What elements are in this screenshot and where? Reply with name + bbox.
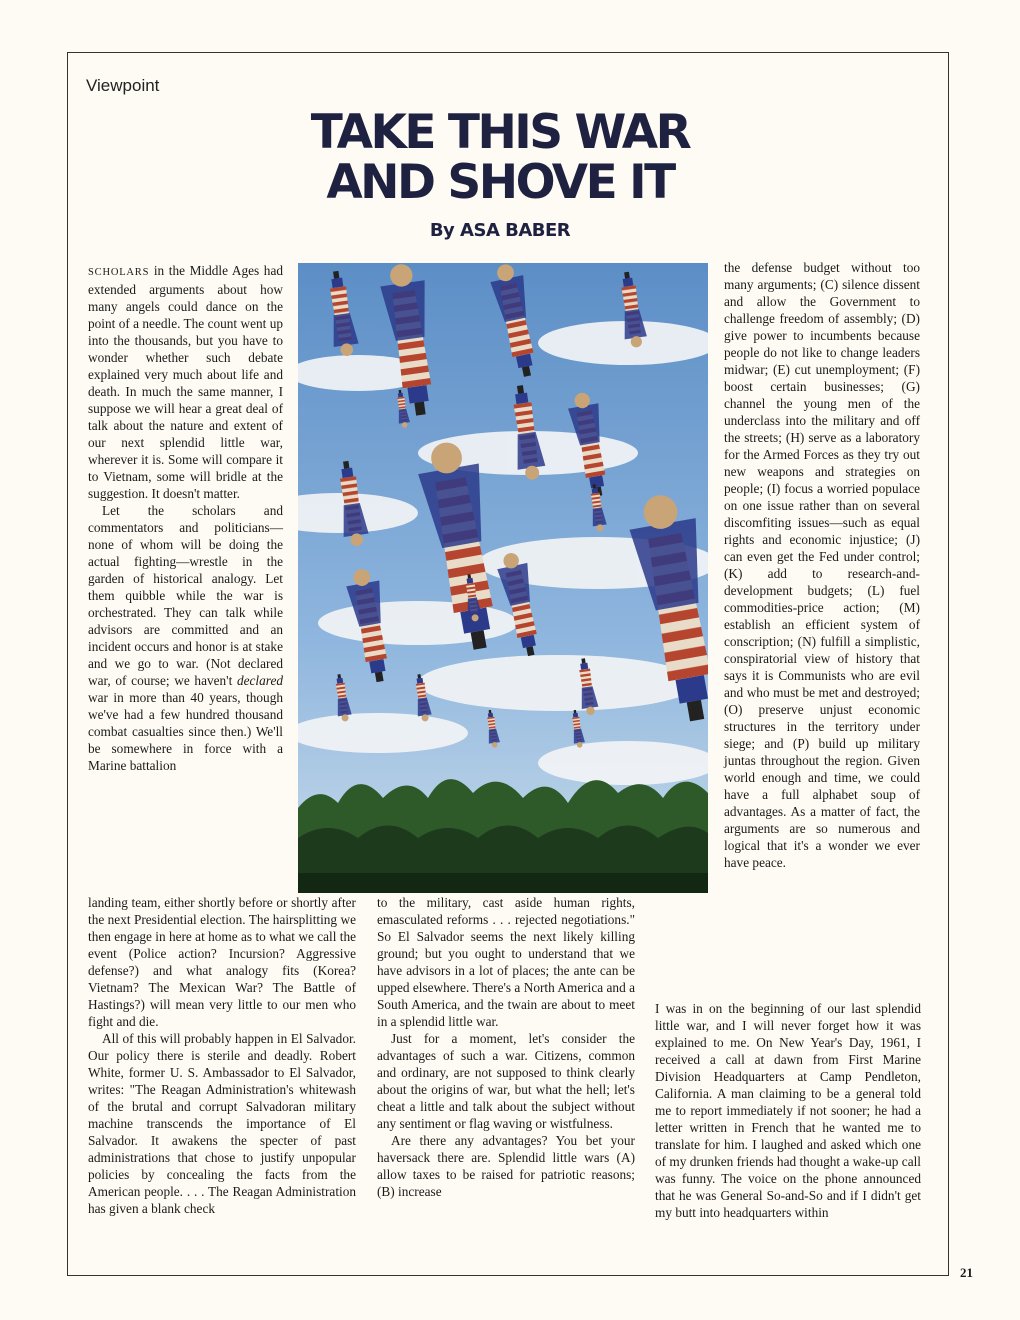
paragraph: landing team, either shortly before or shortly after the next Presidential election. The hairsplitting we then engage in here at home as to what we call the event (Police action? Incursion? Aggressive defense?) and what analogy fits (Korea? Vietnam? The Mexican War? The Battle of Hastings?) will mean very little to our men who fight and die.	[88, 895, 356, 1029]
paragraph: Are there any advantages? You bet your haversack there are. Splendid little wars (A) allow taxes to be raised for patriotic reasons; (B) increase	[377, 1133, 635, 1199]
headline	[250, 105, 750, 210]
column-2	[377, 894, 635, 1200]
byline: By ASA BABER	[429, 220, 571, 241]
column-3-continued	[655, 1000, 921, 1221]
paragraph: to the military, cast aside human rights, emasculated reforms . . . rejected negotiations." So El Salvador seems the next likely killing ground; but you ought to understand that we have advisors in a lot of places; the ante can be upped elsewhere. There's a North America and a South America, and the twain are about to meet in a splendid little war.	[377, 895, 635, 1029]
column-1	[88, 262, 283, 774]
page-number: 21	[960, 1265, 973, 1280]
headline-line-1: TAKE THIS WAR	[310, 105, 690, 160]
lead-smallcaps: SCHOLARS	[88, 267, 150, 278]
falling-uncle-sam-bombs-illustration	[298, 263, 708, 893]
paragraph	[88, 262, 283, 502]
column-3	[724, 259, 920, 871]
paragraph-text: in the Middle Ages had extended arguments about how many angels could dance on the point of a needle. The count went up into the thousands, but you have to wonder whether such debate explained very much about life and death. In much the same manner, I suppose we will hear a great deal of talk about the nature and extent of our next splendid little war, wherever it is. Some will compare it to Vietnam, some will bridle at the suggestion. It doesn't matter.	[88, 263, 283, 501]
paragraph: Let the scholars and commentators and politicians—none of whom will be doing the actual fighting—wrestle in the garden of historical analogy. Let them quibble while the war is orchestrated. They can talk while advisors are committed and an incident occurs and honor is at stake and we go to war. (Not declared war, of course; we haven't declared war in more than 40 years, though we've had a few hundred thousand combat casualties since then.) We'll be somewhere in force with a Marine battalion	[88, 503, 283, 773]
paragraph: the defense budget without too many arguments; (C) silence dissent and allow the Government to challenge freedom of assembly; (D) give power to incumbents because people do not like to change leaders midwar; (E) cut unemployment; (F) boost certain businesses; (G) channel the young men of the underclass into the military and off the streets; (H) serve as a laboratory for the Armed Forces as they try out new weapons and strategies on people; (I) focus a worried populace on one issue rather than on several discomfiting issues—such as equal rights and economic injustice; (J) can even get the Fed under control; (K) add to research-and-development budgets; (L) fuel commodities-price action; (M) establish an efficient system of conscription; (N) fulfill a simplistic, conspiratorial view of history that says it is Communists who are evil and who must be met and destroyed; (O) preserve unjust economic structures in the territory under siege; and (P) build up military juntas throughout the region. Given world enough and time, we could have a full alphabet soup of advantages. As a matter of fact, the arguments are so numerous and logical that it's a wonder we ever have peace.	[724, 260, 920, 870]
paragraph: All of this will probably happen in El Salvador. Our policy there is sterile and deadly. Robert White, former U. S. Ambassador to El Salvador, writes: "The Reagan Administration's whitewash of the brutal and corrupt Salvadoran military machine transcends the importance of El Salvador. It awakens the specter of past administrations that chose to justify unpopular policies by concealing the facts from the American people. . . . The Reagan Administration has given a blank check	[88, 1031, 356, 1216]
paragraph: I was in on the beginning of our last splendid little war, and I will never forget how it was explained to me. On New Year's Day, 1961, I received a call at dawn from First Marine Division Headquarters at Camp Pendleton, California. A man claiming to be a general told me to report immediately if not sooner; he had a letter written in French that he wanted me to translate for him. I laughed and asked which one of my drunken friends had thought a wake-up call was funny. The voice on the phone announced that he was General So-and-So and if I didn't get my butt into headquarters within	[655, 1001, 921, 1220]
section-label: Viewpoint	[86, 76, 160, 95]
paragraph: Just for a moment, let's consider the advantages of such a war. Citizens, common and ordinary, are not supposed to think clearly about the origins of war, but what the hell; let's cheat a little and talk about the subject without any sentiment or flag waving or wistfulness.	[377, 1031, 635, 1131]
headline-line-2: AND SHOVE IT	[326, 155, 674, 210]
column-1-continued	[88, 894, 356, 1217]
